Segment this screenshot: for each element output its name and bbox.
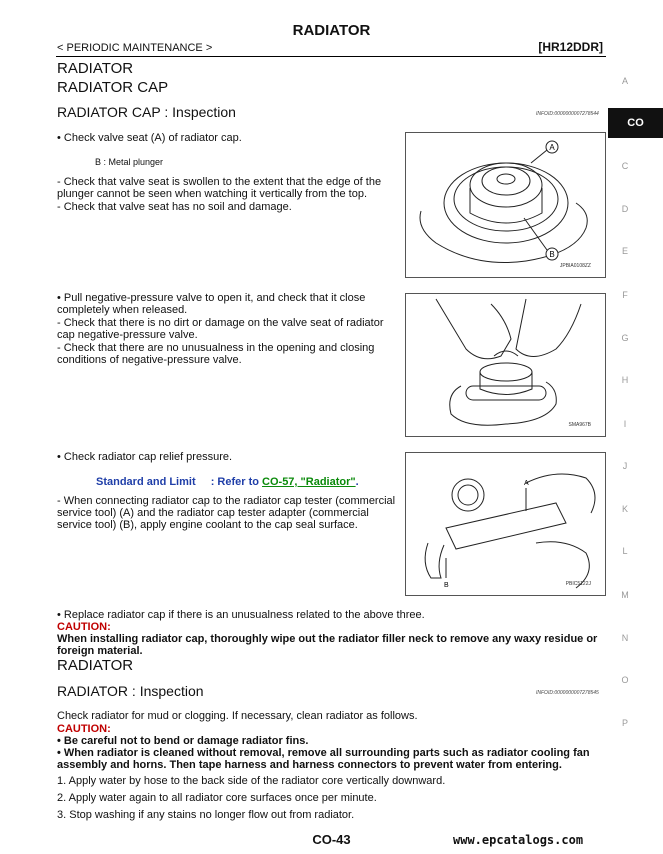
standard-limit-line [96, 476, 359, 488]
watermark: www.epcatalogs.com [453, 833, 584, 847]
pull-valve-illustration [406, 294, 605, 436]
section-heading-radiator: RADIATOR [57, 657, 134, 674]
caution-label: CAUTION: [57, 723, 111, 735]
refer-suffix: . [355, 476, 359, 488]
sidebar-index-j[interactable]: J [622, 461, 628, 471]
sidebar-index-g[interactable]: G [621, 333, 629, 343]
sidebar-index-i[interactable]: I [623, 419, 627, 429]
subsection-heading-radiator-inspection: RADIATOR : Inspection [57, 683, 204, 699]
page-title: RADIATOR [292, 22, 371, 39]
refer-prefix: : Refer to [210, 476, 259, 488]
legend-item-b: B : Metal plunger [95, 157, 164, 167]
caution-item: • When radiator is cleaned without removal, remove all surrounding parts such as radiator cooling fan assembly and horns. Then tape harness and harness connectors to prevent water from entering. [57, 747, 590, 772]
caution-text: When installing radiator cap, thoroughly wipe out the radiator filler neck to remove any waxy residue or foreign material. [57, 633, 598, 658]
figure-code: SMA967B [568, 422, 591, 428]
subsection-heading-cap-inspection: RADIATOR CAP : Inspection [57, 104, 236, 120]
breadcrumb: < PERIODIC MAINTENANCE > [57, 42, 213, 54]
intro-text: Check radiator for mud or clogging. If necessary, clean radiator as follows. [57, 710, 418, 722]
sidebar-index-p[interactable]: P [621, 718, 628, 728]
sidebar-index-d[interactable]: D [621, 204, 629, 214]
sidebar-index-co-active[interactable]: CO [608, 108, 663, 138]
figure-code: JPBIA0108ZZ [559, 263, 591, 269]
reference-link[interactable]: CO-57, "Radiator" [262, 476, 356, 488]
sidebar-index-k[interactable]: K [621, 504, 628, 514]
sidebar-index-a[interactable]: A [621, 76, 628, 86]
standard-label: Standard and Limit [96, 476, 196, 488]
sidebar-index-e[interactable]: E [621, 246, 628, 256]
list-item: • Check radiator cap relief pressure. [57, 451, 233, 463]
list-item: • Check valve seat (A) of radiator cap. [57, 132, 242, 144]
sidebar-index-h[interactable]: H [621, 375, 629, 385]
sidebar-index-l[interactable]: L [622, 546, 628, 556]
sidebar-index-m[interactable]: M [621, 590, 629, 600]
figure-code: PBIC5122J [565, 581, 591, 587]
figure-pull-valve [405, 293, 606, 437]
label-a: A [524, 480, 529, 487]
info-id: INFOID:0000000007278544 [536, 111, 599, 117]
caution-label: CAUTION: [57, 621, 111, 633]
section-heading-radiator-cap: RADIATOR CAP [57, 79, 169, 96]
caution-item: • Be careful not to bend or damage radiator fins. [57, 735, 309, 747]
list-item: • Pull negative-pressure valve to open it, and check that it close completely when released. [57, 292, 366, 317]
sidebar-index-c[interactable]: C [621, 161, 629, 171]
radiator-cap-illustration [406, 133, 605, 277]
figure-cap-tester [405, 452, 606, 596]
sidebar-index-n[interactable]: N [621, 633, 629, 643]
sidebar-index-f[interactable]: F [622, 290, 628, 300]
engine-code: [HR12DDR] [538, 40, 603, 54]
figure-radiator-cap [405, 132, 606, 278]
step-item: 2. Apply water again to all radiator core surfaces once per minute. [57, 792, 377, 804]
section-heading-radiator: RADIATOR [57, 60, 134, 77]
cap-tester-illustration [406, 453, 605, 595]
step-item: 3. Stop washing if any stains no longer flow out from radiator. [57, 809, 355, 821]
list-item: - Check that there is no dirt or damage on the valve seat of radiator cap negative-pressure valve. [57, 317, 384, 342]
list-item: - Check that valve seat is swollen to the extent that the edge of the plunger cannot be seen when watching it vertically from the top. [57, 176, 382, 201]
header-rule [56, 56, 606, 57]
label-a: A [549, 143, 555, 152]
info-id: INFOID:0000000007278545 [536, 690, 599, 696]
list-item: - When connecting radiator cap to the radiator cap tester (commercial service tool) (A) and the radiator cap tester adapter (commercial service tool) (B), apply engine coolant to the cap seal surface. [57, 495, 396, 532]
sidebar-index-o[interactable]: O [621, 675, 629, 685]
list-item: - Check that valve seat has no soil and damage. [57, 201, 292, 213]
list-item: - Check that there are no unusualness in the opening and closing conditions of negative-pressure valve. [57, 342, 375, 367]
step-item: 1. Apply water by hose to the back side of the radiator core vertically downward. [57, 775, 446, 787]
list-item: • Replace radiator cap if there is an unusualness related to the above three. [57, 609, 425, 621]
page-number: CO-43 [312, 832, 351, 847]
label-b: B [549, 250, 555, 259]
label-b: B [444, 582, 449, 589]
